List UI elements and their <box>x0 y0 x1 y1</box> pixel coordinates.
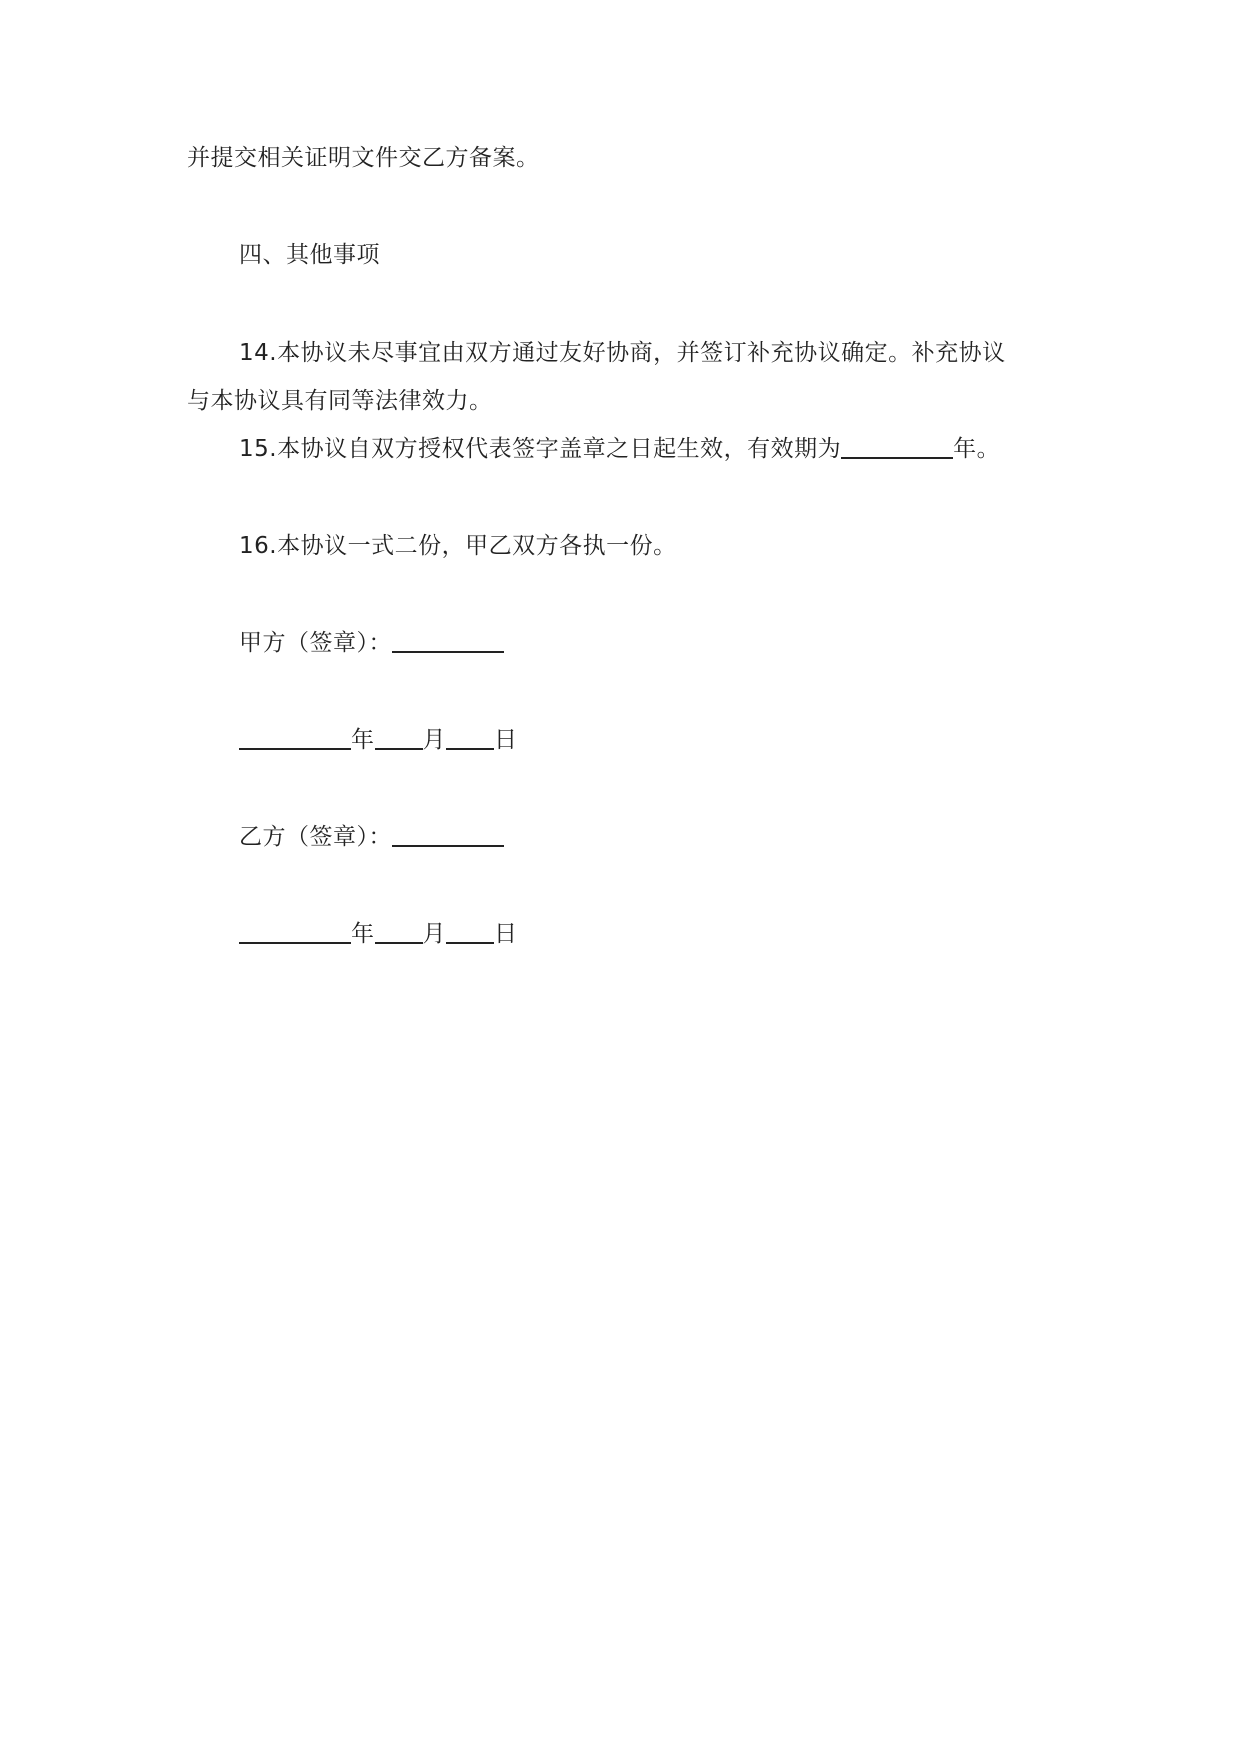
party-a-label: 甲方（签章）： <box>239 630 392 656</box>
party-a-year-blank[interactable] <box>239 726 351 750</box>
party-b-label: 乙方（签章）： <box>239 824 392 850</box>
party-b-month-label: 月 <box>422 921 446 947</box>
party-b-year-label: 年 <box>351 921 375 947</box>
party-b-day-label: 日 <box>494 921 518 947</box>
continuation-text <box>0 143 1241 173</box>
clause-14-continued <box>0 386 1241 416</box>
party-a-day-label: 日 <box>494 727 518 753</box>
party-a-day-blank[interactable] <box>446 726 494 750</box>
clause-16 <box>0 531 1241 561</box>
clause-15-prefix: 15.本协议自双方授权代表签字盖章之日起生效，有效期为 <box>239 436 842 462</box>
party-b-signature-blank[interactable] <box>392 823 504 847</box>
party-b-date-line <box>0 919 1241 949</box>
party-b-day-blank[interactable] <box>446 920 494 944</box>
party-b-signature-line <box>0 822 1241 852</box>
clause-16-text: 16.本协议一式二份，甲乙双方各执一份。 <box>239 533 677 559</box>
party-a-signature-line <box>0 628 1241 658</box>
party-a-month-blank[interactable] <box>375 726 423 750</box>
continuation-sentence: 并提交相关证明文件交乙方备案。 <box>187 145 540 171</box>
validity-years-blank[interactable] <box>841 435 953 459</box>
party-a-date-line <box>0 725 1241 755</box>
party-a-signature-blank[interactable] <box>392 629 504 653</box>
clause-14 <box>0 338 1241 368</box>
party-a-month-label: 月 <box>422 727 446 753</box>
party-a-year-label: 年 <box>351 727 375 753</box>
party-b-month-blank[interactable] <box>375 920 423 944</box>
clause-15 <box>0 434 1241 464</box>
section-heading-text: 四、其他事项 <box>239 242 380 268</box>
clause-14-line-1: 14.本协议未尽事宜由双方通过友好协商，并签订补充协议确定。补充协议 <box>239 340 1006 366</box>
clause-15-suffix: 年。 <box>953 436 1001 462</box>
party-b-year-blank[interactable] <box>239 920 351 944</box>
clause-14-line-2: 与本协议具有同等法律效力。 <box>187 388 493 414</box>
section-heading <box>0 240 1241 270</box>
